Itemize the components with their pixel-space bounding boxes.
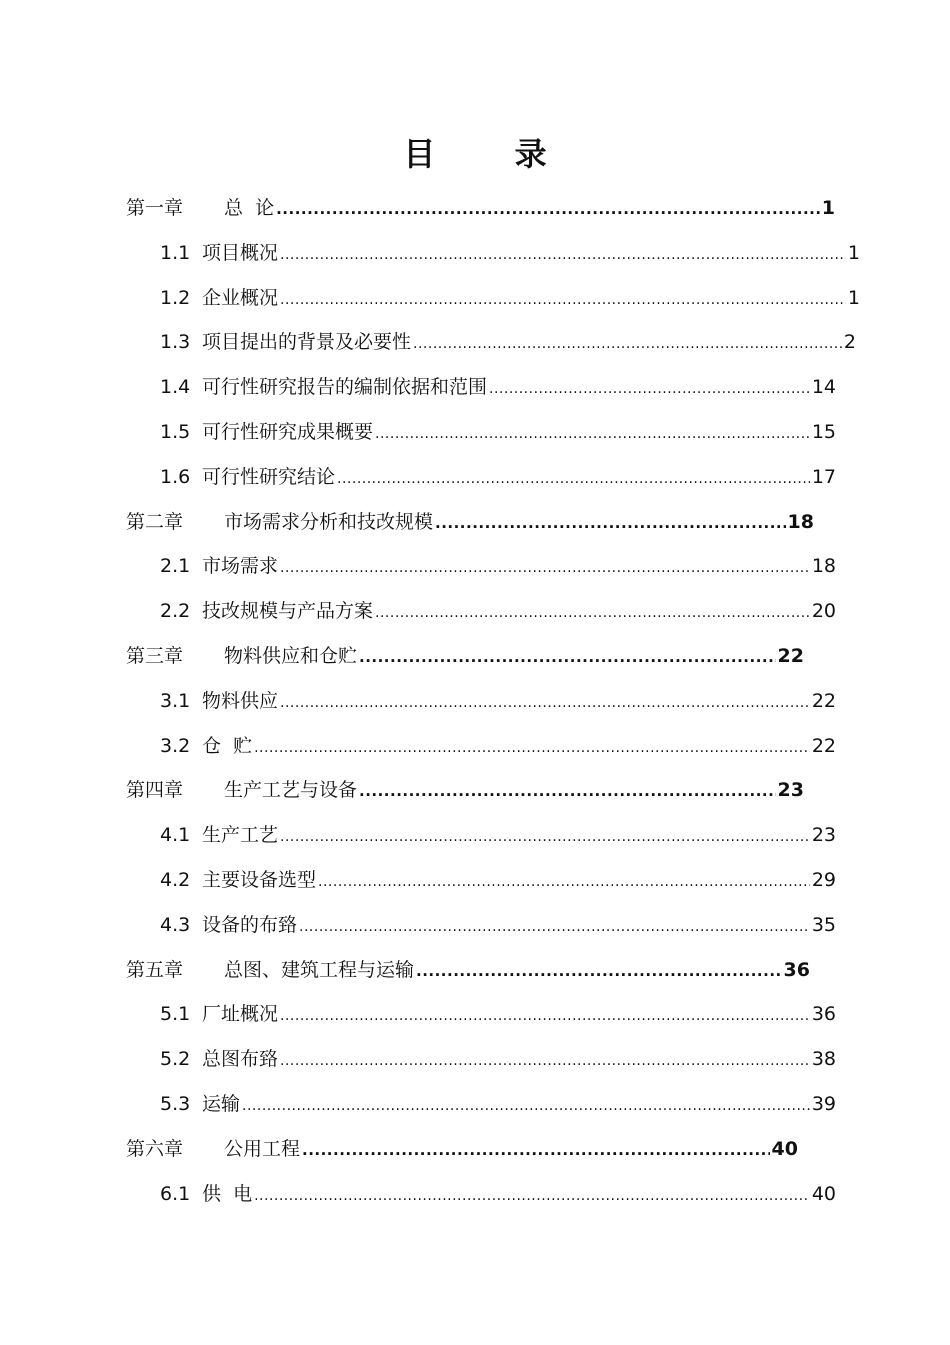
entry-title: 市场需求 (202, 555, 279, 577)
toc-section-entry[interactable] (160, 866, 836, 894)
page-number: 18 (811, 555, 836, 577)
section-number: 3.2 (160, 735, 191, 757)
entry-label (160, 1045, 278, 1073)
toc-section-entry[interactable] (160, 418, 836, 446)
dot-leader (302, 1136, 770, 1164)
entry-title: 项目概况 (202, 242, 279, 264)
dot-leader (280, 286, 846, 314)
dot-leader (254, 734, 810, 762)
dot-leader (280, 1047, 810, 1075)
section-number: 1.5 (160, 421, 191, 443)
entry-title: 主要设备选型 (202, 869, 317, 891)
dot-leader (337, 465, 810, 493)
entry-title: 物料供应 (202, 690, 279, 712)
section-number: 1.3 (160, 331, 191, 353)
page-number: 23 (777, 779, 804, 801)
dot-leader (435, 509, 786, 537)
entry-label (160, 552, 278, 580)
page-number: 15 (811, 421, 836, 443)
entry-title: 生产工艺与设备 (224, 779, 358, 801)
entry-label (126, 508, 433, 536)
section-number: 4.3 (160, 914, 191, 936)
entry-label (160, 821, 278, 849)
section-number: 1.2 (160, 287, 191, 309)
chapter-number: 第二章 (126, 511, 184, 533)
dot-leader (359, 643, 776, 671)
toc-section-entry[interactable] (160, 239, 860, 267)
page-number: 22 (811, 735, 836, 757)
dot-leader (280, 554, 810, 582)
page-number: 40 (811, 1183, 836, 1205)
toc-section-entry[interactable] (160, 821, 836, 849)
entry-label (160, 239, 278, 267)
dot-leader (276, 195, 820, 223)
section-number: 4.2 (160, 869, 191, 891)
page-number: 39 (811, 1093, 836, 1115)
toc-section-entry[interactable] (160, 687, 836, 715)
entry-title: 可行性研究成果概要 (202, 421, 374, 443)
toc-chapter-entry[interactable] (126, 194, 835, 222)
dot-leader (375, 420, 810, 448)
entry-label (126, 194, 274, 222)
entry-label (160, 1180, 252, 1208)
dot-leader (280, 241, 846, 269)
entry-title: 总 论 (224, 197, 275, 219)
entry-title: 供 电 (202, 1183, 253, 1205)
page-number: 38 (811, 1048, 836, 1070)
entry-title: 物料供应和仓贮 (224, 645, 358, 667)
entry-title: 厂址概况 (202, 1003, 279, 1025)
entry-label (160, 373, 487, 401)
entry-title: 仓 贮 (202, 735, 253, 757)
page-number: 23 (811, 824, 836, 846)
entry-label (160, 328, 411, 356)
chapter-number: 第五章 (126, 959, 184, 981)
page-number: 1 (847, 242, 860, 264)
dot-leader (254, 1182, 810, 1210)
section-number: 2.2 (160, 600, 191, 622)
entry-label (160, 284, 278, 312)
page-number: 35 (811, 914, 836, 936)
chapter-number: 第六章 (126, 1138, 184, 1160)
toc-section-entry[interactable] (160, 463, 836, 491)
dot-leader (359, 777, 776, 805)
entry-title: 运输 (202, 1093, 241, 1115)
chapter-number: 第三章 (126, 645, 184, 667)
entry-label (126, 642, 357, 670)
entry-label (160, 866, 316, 894)
toc-section-entry[interactable] (160, 732, 836, 760)
entry-label (160, 1000, 278, 1028)
dot-leader (242, 1092, 810, 1120)
entry-title: 项目提出的背景及必要性 (202, 331, 412, 353)
entry-title: 可行性研究结论 (202, 466, 336, 488)
page-number: 1 (821, 197, 835, 219)
entry-label (126, 776, 357, 804)
page-number: 17 (811, 466, 836, 488)
toc-chapter-entry[interactable] (126, 508, 814, 536)
section-number: 5.1 (160, 1003, 191, 1025)
entry-label (160, 1090, 240, 1118)
dot-leader (413, 330, 842, 358)
dot-leader (318, 868, 810, 896)
toc-section-entry[interactable] (160, 911, 836, 939)
section-number: 3.1 (160, 690, 191, 712)
entry-title: 总图、建筑工程与运输 (224, 959, 415, 981)
toc-section-entry[interactable] (160, 1180, 836, 1208)
page-number: 14 (811, 376, 836, 398)
section-number: 4.1 (160, 824, 191, 846)
section-number: 6.1 (160, 1183, 191, 1205)
dot-leader (280, 689, 810, 717)
chapter-number: 第一章 (126, 197, 184, 219)
section-number: 2.1 (160, 555, 191, 577)
toc-chapter-entry[interactable] (126, 776, 804, 804)
section-number: 1.1 (160, 242, 191, 264)
entry-label (160, 597, 373, 625)
page-number: 36 (783, 959, 810, 981)
page-number: 1 (847, 287, 860, 309)
entry-label (160, 732, 252, 760)
section-number: 1.4 (160, 376, 191, 398)
entry-title: 市场需求分析和技改规模 (224, 511, 434, 533)
entry-label (160, 687, 278, 715)
toc-chapter-entry[interactable] (126, 1135, 798, 1163)
section-number: 5.3 (160, 1093, 191, 1115)
toc-section-entry[interactable] (160, 373, 836, 401)
dot-leader (416, 957, 782, 985)
entry-title: 设备的布臵 (202, 914, 298, 936)
page-number: 40 (771, 1138, 798, 1160)
entry-label (160, 463, 335, 491)
toc-section-entry[interactable] (160, 284, 860, 312)
toc-chapter-entry[interactable] (126, 956, 810, 984)
page-title: 目 录 (403, 135, 581, 173)
entry-title: 技改规模与产品方案 (202, 600, 374, 622)
entry-title: 企业概况 (202, 287, 279, 309)
toc-section-entry[interactable] (160, 1090, 836, 1118)
entry-label (160, 418, 373, 446)
toc-section-entry[interactable] (160, 552, 836, 580)
page-number: 22 (777, 645, 804, 667)
dot-leader (375, 599, 810, 627)
page-number: 20 (811, 600, 836, 622)
entry-title: 总图布臵 (202, 1048, 279, 1070)
entry-label (160, 911, 297, 939)
dot-leader (489, 375, 810, 403)
entry-title: 生产工艺 (202, 824, 279, 846)
entry-label (126, 956, 414, 984)
toc-chapter-entry[interactable] (126, 642, 804, 670)
toc-section-entry[interactable] (160, 597, 836, 625)
page-number: 36 (811, 1003, 836, 1025)
page-number: 29 (811, 869, 836, 891)
toc-section-entry[interactable] (160, 1000, 836, 1028)
toc-section-entry[interactable] (160, 1045, 836, 1073)
entry-title: 可行性研究报告的编制依据和范围 (202, 376, 488, 398)
page-number: 22 (811, 690, 836, 712)
chapter-number: 第四章 (126, 779, 184, 801)
section-number: 5.2 (160, 1048, 191, 1070)
dot-leader (280, 1002, 810, 1030)
entry-title: 公用工程 (224, 1138, 301, 1160)
dot-leader (280, 823, 810, 851)
entry-label (126, 1135, 300, 1163)
page-number: 2 (843, 331, 856, 353)
section-number: 1.6 (160, 466, 191, 488)
page-number: 18 (787, 511, 814, 533)
dot-leader (299, 913, 810, 941)
toc-section-entry[interactable] (160, 328, 856, 356)
